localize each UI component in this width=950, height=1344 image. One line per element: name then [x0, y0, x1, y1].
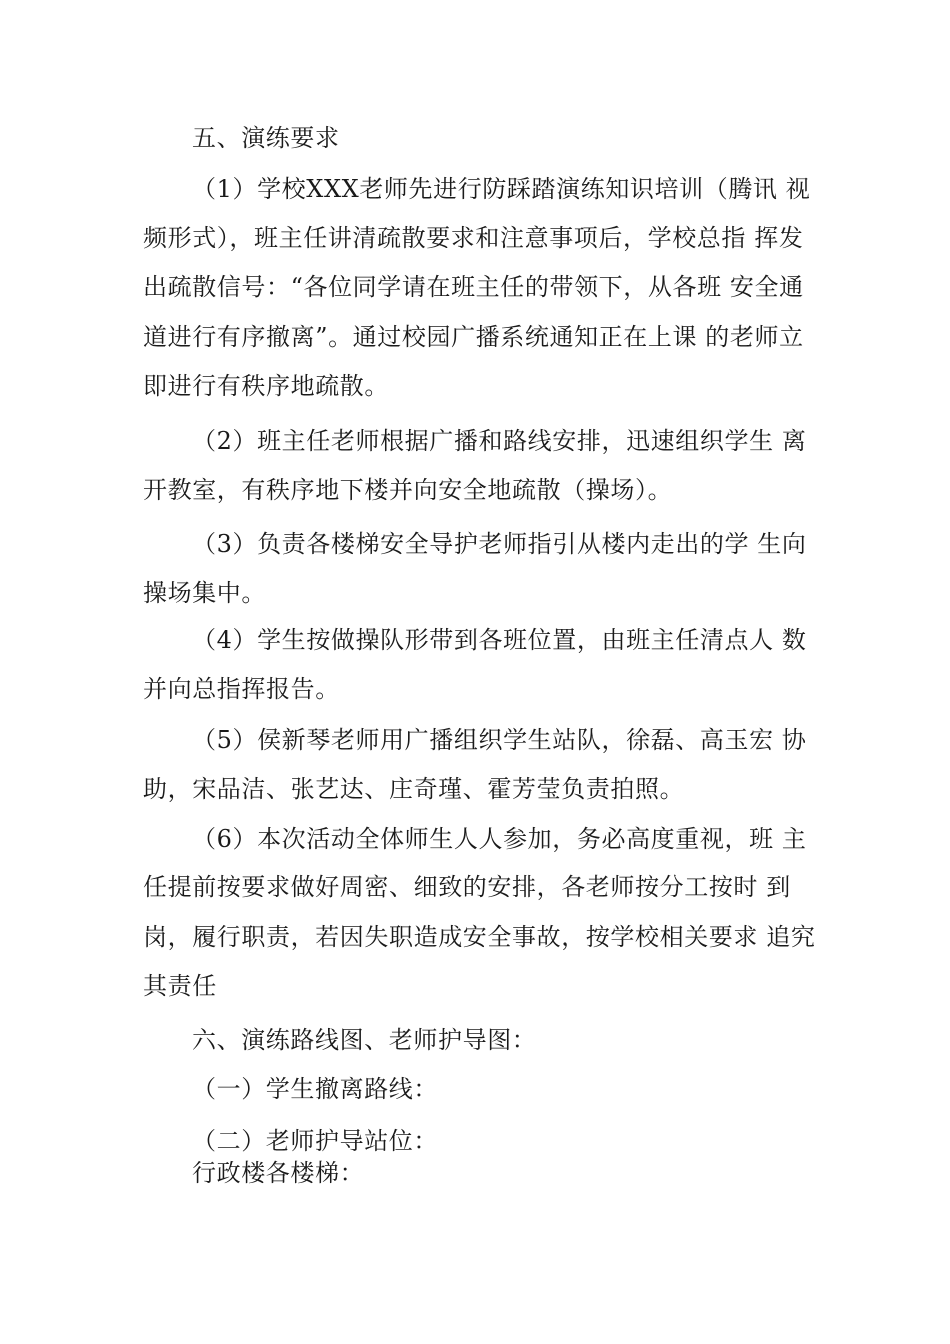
- section-heading-drill-route: 六、演练路线图、老师护导图：: [192, 1026, 537, 1054]
- item-5-line-2: 助，宋品洁、张艺达、庄奇瑾、霍芳莹负责拍照。: [143, 775, 685, 803]
- item-1-line-4: 道进行有序撤离”。通过校园广播系统通知正在上课 的老师立: [143, 323, 804, 351]
- item-2-line-1: （2）班主任老师根据广播和路线安排，迅速组织学生 离: [192, 427, 807, 455]
- item-6-line-2: 任提前按要求做好周密、细致的安排，各老师按分工按时 到: [143, 873, 791, 901]
- item-2-line-2: 开教室，有秩序地下楼并向安全地疏散（操场）。: [143, 476, 673, 504]
- item-6-line-3: 岗，履行职责，若因失职造成安全事故，按学校相关要求 追究: [143, 923, 816, 951]
- item-1-line-1: （1）学校XXX老师先进行防踩踏演练知识培训（腾讯 视: [192, 175, 811, 203]
- subheading-student-evacuation-route: （一）学生撤离路线：: [192, 1075, 438, 1103]
- item-4-line-1: （4）学生按做操队形带到各班位置，由班主任清点人 数: [192, 626, 807, 654]
- item-4-line-2: 并向总指挥报告。: [143, 675, 340, 703]
- item-3-line-2: 操场集中。: [143, 579, 266, 607]
- item-1-line-5: 即进行有秩序地疏散。: [143, 372, 389, 400]
- admin-building-stairs-label: 行政楼各楼梯：: [192, 1159, 365, 1187]
- item-5-line-1: （5）侯新琴老师用广播组织学生站队，徐磊、高玉宏 协: [192, 726, 807, 754]
- item-1-line-3: 出疏散信号：“各位同学请在班主任的带领下，从各班 安全通: [143, 273, 804, 301]
- subheading-teacher-guard-positions: （二）老师护导站位：: [192, 1127, 438, 1155]
- item-6-line-4: 其责任: [143, 972, 217, 1000]
- item-1-line-2: 频形式），班主任讲清疏散要求和注意事项后，学校总指 挥发: [143, 224, 804, 252]
- item-3-line-1: （3）负责各楼梯安全导护老师指引从楼内走出的学 生向: [192, 530, 807, 558]
- item-6-line-1: （6）本次活动全体师生人人参加，务必高度重视，班 主: [192, 825, 807, 853]
- section-heading-drill-requirements: 五、演练要求: [192, 124, 340, 152]
